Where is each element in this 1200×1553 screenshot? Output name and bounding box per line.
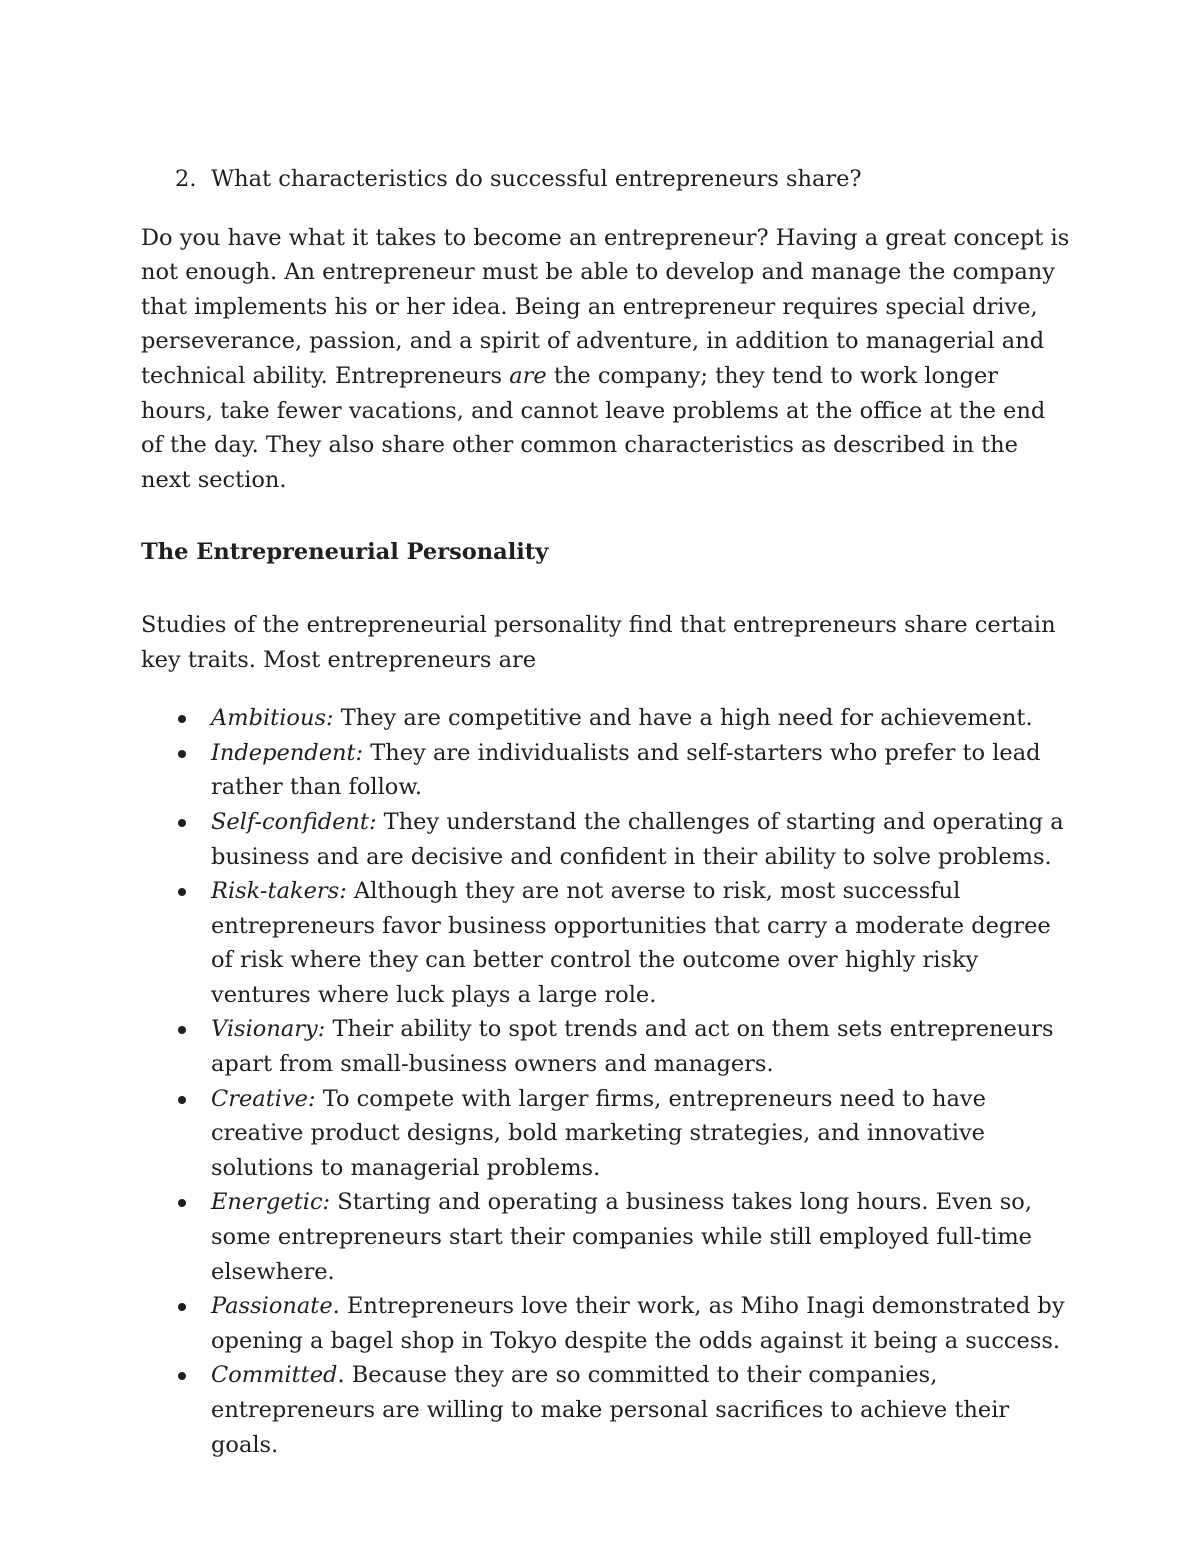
trait-term: Risk-takers:	[211, 878, 347, 905]
question-text: What characteristics do successful entrepreneurs share?	[211, 166, 862, 192]
bullet-icon	[178, 1096, 186, 1104]
trait-description: Starting and operating a business takes long hours. Even so, some entrepreneurs start their companies while still employed full-time elsewhere.	[211, 1189, 1032, 1285]
bullet-icon	[178, 715, 186, 723]
trait-description: Their ability to spot trends and act on them sets entrepreneurs apart from small-business owners and managers.	[211, 1016, 1054, 1078]
list-item	[141, 1012, 1071, 1081]
intro-paragraph	[141, 221, 1071, 498]
bullet-icon	[178, 1372, 186, 1380]
trait-description: . Because they are so committed to their companies, entrepreneurs are willing to make personal sacrifices to achieve their goals.	[211, 1362, 1010, 1458]
question-item	[141, 162, 1071, 197]
paragraph-text-end: the company; they tend to work longer hours, take fewer vacations, and cannot leave problems at the office at the end of the day. They also share other common characteristics as described in the next section.	[141, 362, 1046, 493]
list-item	[141, 1289, 1071, 1358]
trait-description: . Entrepreneurs love their work, as Miho Inagi demonstrated by opening a bagel shop in Tokyo despite the odds against it being a success.	[211, 1293, 1065, 1354]
bullet-icon	[178, 819, 186, 827]
list-item	[141, 1185, 1071, 1289]
trait-description: They understand the challenges of starting and operating a business and are decisive and confident in their ability to solve problems.	[211, 808, 1064, 870]
paragraph-text-start: Do you have what it takes to become an entrepreneur? Having a great concept is not enough. An entrepreneur must be able to develop and manage the company that implements his or her idea. Being an entrepreneur requires special drive, perseverance, passion, and a spirit of adventure, in addition to managerial and technical ability. Entrepreneurs	[141, 224, 1070, 389]
trait-description: They are individualists and self-starters who prefer to lead rather than follow.	[211, 739, 1041, 801]
bullet-icon	[178, 1026, 186, 1034]
list-item	[141, 736, 1071, 805]
trait-term: Ambitious:	[211, 705, 334, 732]
trait-term: Independent:	[211, 739, 364, 766]
trait-term: Creative:	[211, 1085, 316, 1112]
bullet-icon	[178, 1303, 186, 1311]
trait-term: Energetic:	[211, 1189, 331, 1216]
trait-term: Visionary:	[211, 1016, 326, 1043]
trait-description: Although they are not averse to risk, most successful entrepreneurs favor business opportunities that carry a moderate degree of risk where they can better control the outcome over highly risky ventures where luck plays a large role.	[211, 878, 1051, 1008]
question-number: 2.	[175, 166, 197, 192]
trait-description: To compete with larger firms, entrepreneurs need to have creative product designs, bold marketing strategies, and innovative solutions to managerial problems.	[211, 1085, 986, 1181]
document-page	[141, 162, 1071, 1462]
list-item	[141, 701, 1071, 736]
traits-list	[141, 701, 1071, 1462]
list-item	[141, 1082, 1071, 1186]
list-item	[141, 874, 1071, 1012]
bullet-icon	[178, 1199, 186, 1207]
bullet-icon	[178, 888, 186, 896]
trait-term: Passionate	[211, 1293, 333, 1320]
traits-intro: Studies of the entrepreneurial personality find that entrepreneurs share certain key traits. Most entrepreneurs are	[141, 611, 1056, 673]
bullet-icon	[178, 750, 186, 758]
trait-description: They are competitive and have a high need for achievement.	[333, 705, 1033, 732]
trait-term: Self-confident:	[211, 808, 377, 835]
list-item	[141, 1358, 1071, 1462]
trait-term: Committed	[211, 1362, 338, 1389]
list-item	[141, 805, 1071, 874]
section-heading: The Entrepreneurial Personality	[141, 539, 549, 566]
emphasis-word: are	[509, 362, 547, 389]
